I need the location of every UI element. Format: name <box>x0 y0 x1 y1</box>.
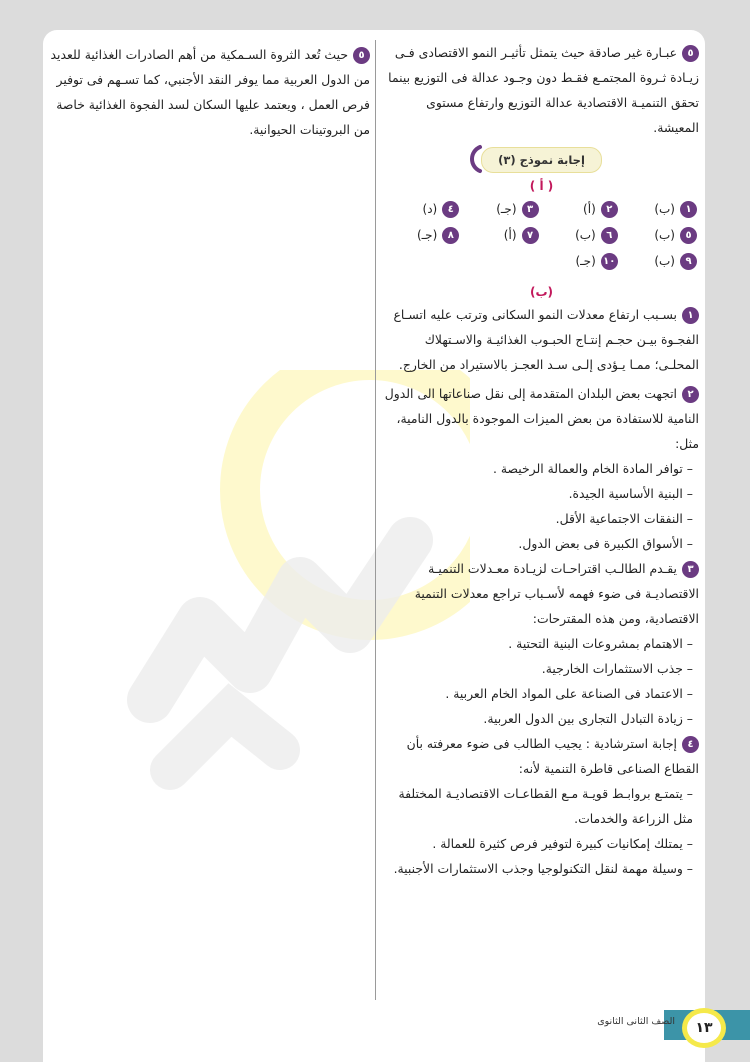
question-number-badge: ٧ <box>522 227 539 244</box>
answer-choice: (جـ) <box>416 228 438 242</box>
question-5-answer <box>384 40 699 140</box>
section-a-label: ( أ ) <box>529 179 554 193</box>
question-number-badge: ٦ <box>601 227 618 244</box>
mcq-answer <box>622 222 697 248</box>
mcq-answer <box>622 248 697 274</box>
list-item: – توافر المادة الخام والعمالة الرخيصة . <box>492 461 693 476</box>
mcq-answer <box>463 196 538 222</box>
question-number-badge: ٥ <box>682 45 699 62</box>
list-item: – يمتلك إمكانيات كبيرة لتوفير فرص كثيرة للعمالة . <box>432 836 693 851</box>
b4-list <box>384 781 699 881</box>
answer-choice: (ب) <box>575 228 596 242</box>
answer-text: بسـبب ارتفاع معدلات النمو السكانى وترتب عليه اتسـاع الفجـوة بيـن حجـم إنتـاج الحبـوب الغذائيـة والاسـتهلاك المحلـى؛ ممـا يـؤدى إلـى سـد العجـز بالاستيراد من الخارج. <box>393 307 699 372</box>
b2-list <box>384 456 699 556</box>
question-text: عبـارة غير صادقة حيث يتمثل تأثيـر النمو الاقتصادى فـى زيـادة ثـروة المجتمـع فقـط دون وجـود عدالة فى التوزيع بينما تحقق التنميـة الاقتصادية عدالة التوزيع وارتفاع مستوى المعيشة. <box>388 45 699 135</box>
answer-choice: (جـ) <box>575 254 596 268</box>
answer-choice: (أ) <box>583 202 596 216</box>
answer-choice: (د) <box>422 202 438 216</box>
list-item: – زيادة التبادل التجارى بين الدول العربية. <box>483 711 693 726</box>
list-item: – الاعتماد فى الصناعة على المواد الخام العربية . <box>445 686 693 701</box>
question-number-badge: ٤ <box>682 736 699 753</box>
grade-label: الصف الثانى الثانوى <box>597 1016 675 1027</box>
answer-b1 <box>384 302 699 377</box>
banner-arc-icon <box>460 144 486 174</box>
section-b-label: (ب) <box>529 285 554 299</box>
question-number-badge: ٢ <box>682 386 699 403</box>
answer-choice: (أ) <box>503 228 517 242</box>
model-answer-header <box>384 144 699 174</box>
answer-choice: (ب) <box>654 202 675 216</box>
page-number-badge <box>682 1008 726 1048</box>
question-number-badge: ٥ <box>680 227 697 244</box>
answer-choice: (ب) <box>654 228 675 242</box>
answer-text: اتجهت بعض البلدان المتقدمة إلى نقل صناعاتها الى الدول النامية للاستفادة من بعض الميزات الموجودة بالدول النامية، مثل: <box>384 386 699 451</box>
question-number-badge: ٣ <box>682 561 699 578</box>
mcq-answer <box>543 222 618 248</box>
answer-text: يقـدم الطالـب اقتراحـات لزيـادة معـدلات التنميـة الاقتصاديـة فى ضوء فهمه لأسـباب تراجع معدلات التنمية الاقتصادية، ومن هذه المقترحات: <box>414 561 699 626</box>
b3-list <box>384 631 699 731</box>
model-answer-banner: إجابة نموذج (٣) <box>481 147 602 173</box>
list-item: – يتمتـع بروابـط قويـة مـع القطاعـات الاقتصاديـة المختلفة مثل الزراعة والخدمات. <box>398 786 693 826</box>
list-item: – جذب الاستثمارات الخارجية. <box>541 661 693 676</box>
question-number-badge: ١ <box>680 201 697 218</box>
question-number-badge: ١ <box>682 307 699 324</box>
question-number-badge: ٩ <box>680 253 697 270</box>
right-column <box>384 40 699 881</box>
list-item: – البنية الأساسية الجيدة. <box>568 486 693 501</box>
question-number-badge: ٥ <box>353 47 370 64</box>
left-column <box>50 42 370 146</box>
list-item: – وسيلة مهمة لنقل التكنولوجيا وجذب الاستثمارات الأجنبية. <box>393 861 693 876</box>
question-number-badge: ٤ <box>442 201 459 218</box>
question-number-badge: ٣ <box>522 201 539 218</box>
mcq-answer <box>463 222 538 248</box>
answer-b4 <box>384 731 699 781</box>
list-item: – الاهتمام بمشروعات البنية التحتية . <box>508 636 693 651</box>
mcq-answer <box>384 222 459 248</box>
answer-b3 <box>384 556 699 631</box>
answer-choice: (ب) <box>654 254 675 268</box>
question-number-badge: ٢ <box>601 201 618 218</box>
question-number-badge: ٨ <box>442 227 459 244</box>
column-divider <box>375 40 376 1000</box>
list-item: – النفقات الاجتماعية الأقل. <box>555 511 693 526</box>
answer-choice: (جـ) <box>496 202 517 216</box>
answer-text: إجابة استرشادية : يجيب الطالب فى ضوء معرفته بأن القطاع الصناعى قاطرة التنمية لأنه: <box>406 736 699 776</box>
mcq-answer <box>543 196 618 222</box>
question-text: حيث تُعد الثروة السـمكية من أهم الصادرات الغذائية للعديد من الدول العربية مما يوفر النقد الأجنبي، كما تسـهم فى توفير فرص العمل ، ويعتمد عليها السكان لسد الفجوة الغذائية خاصة من البروتينات الحيوانية. <box>50 47 370 137</box>
list-item: – الأسواق الكبيرة فى بعض الدول. <box>518 536 693 551</box>
mcq-answer <box>622 196 697 222</box>
page-number: ١٣ <box>687 1013 721 1043</box>
mcq-answer <box>543 248 618 274</box>
question-5-continued <box>50 42 370 142</box>
answer-b2 <box>384 381 699 456</box>
mcq-answer <box>384 196 459 222</box>
question-number-badge: ١٠ <box>601 253 618 270</box>
mcq-answers-grid <box>384 196 699 274</box>
